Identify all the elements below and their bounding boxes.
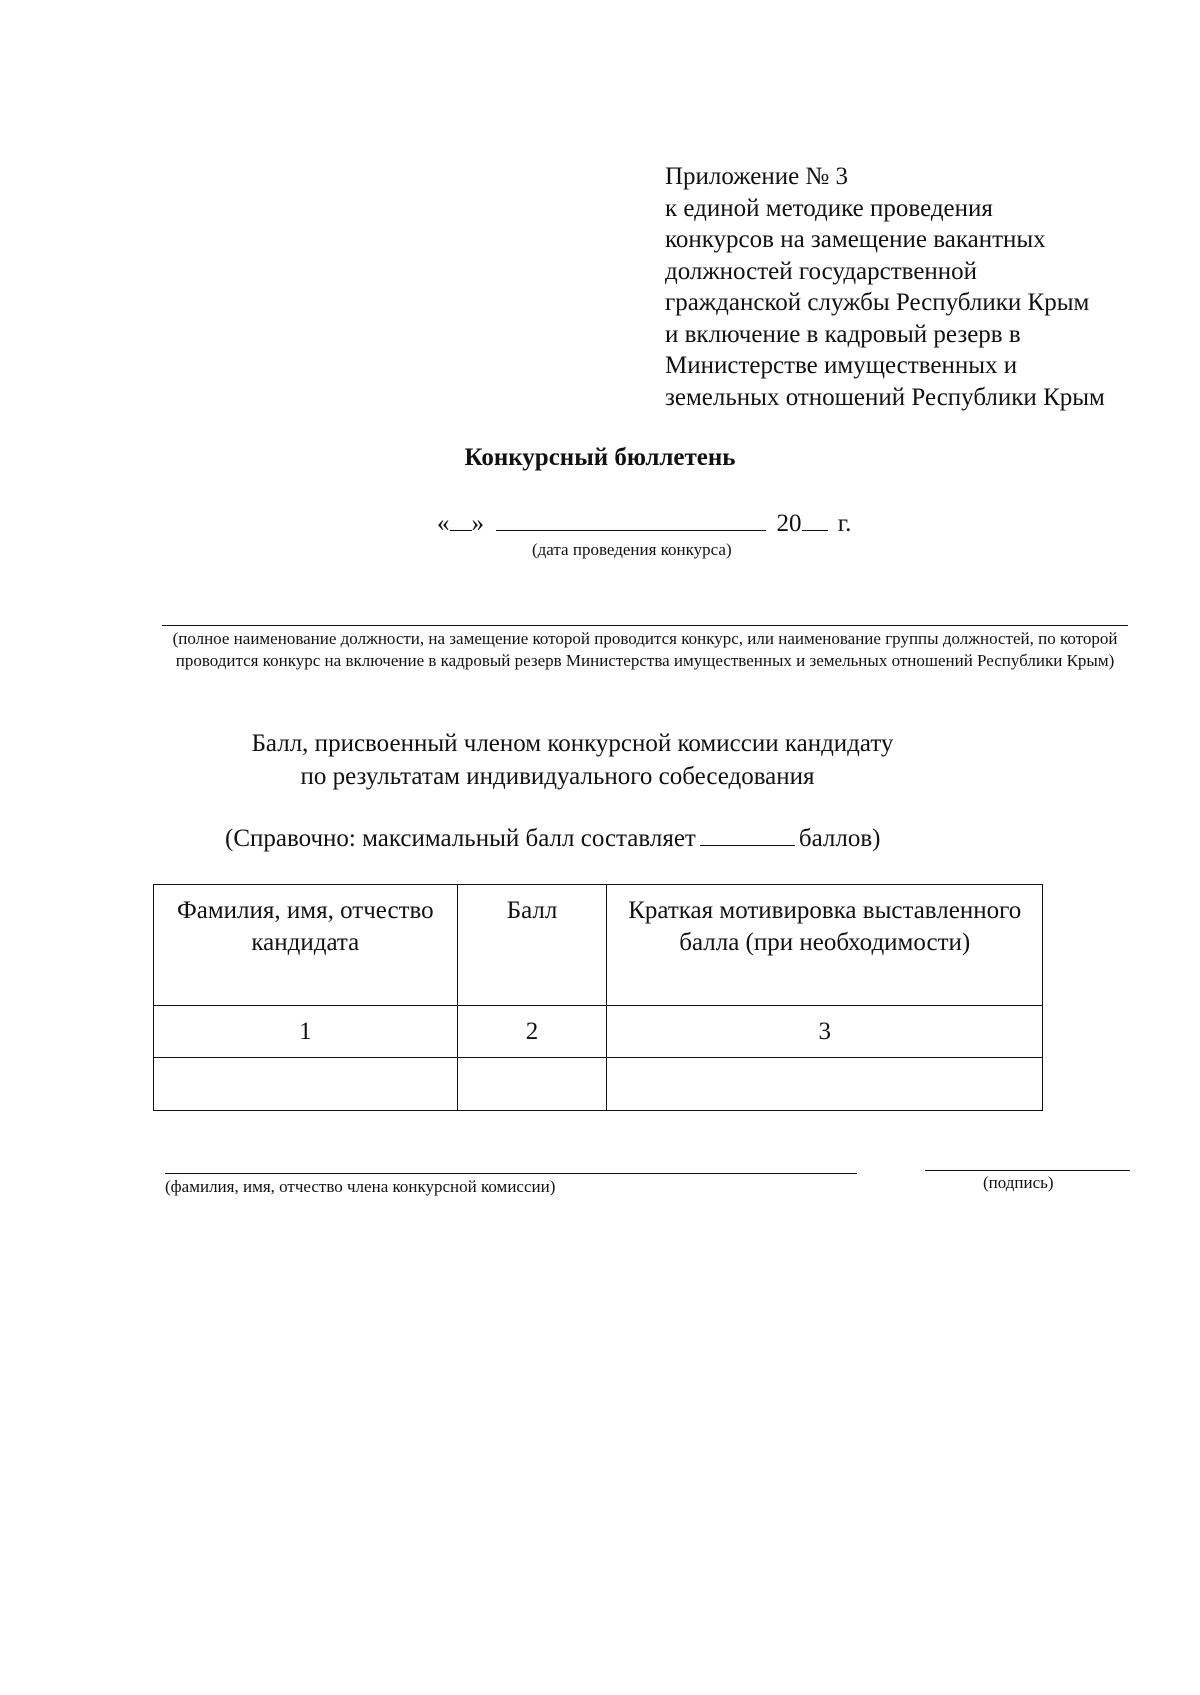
candidate-cell[interactable] <box>154 1058 458 1111</box>
signature-caption: (подпись) <box>983 1173 1054 1192</box>
appendix-line: к единой методике проведения <box>665 194 993 222</box>
appendix-line: Министерстве имущественных и <box>665 352 1018 379</box>
score-heading <box>0 727 1200 793</box>
reference-text: (Справочно: максимальный балл составляет <box>225 825 696 852</box>
position-name-blank[interactable] <box>162 625 1128 626</box>
appendix-line: конкурсов на замещение вакантных <box>665 226 1046 253</box>
column-header-candidate: Фамилия, имя, отчество кандидата <box>154 885 458 1006</box>
appendix-header <box>665 161 1165 413</box>
reference-text: баллов) <box>798 825 881 852</box>
max-score-reference <box>225 825 880 853</box>
appendix-line: земельных отношений Республики Крым <box>665 383 1105 411</box>
month-blank[interactable] <box>496 508 766 531</box>
column-number: 1 <box>154 1006 458 1058</box>
member-caption: (фамилия, имя, отчество члена конкурсной комиссии) <box>165 1177 556 1196</box>
score-cell[interactable] <box>457 1058 607 1111</box>
year-prefix: 20 <box>776 510 802 537</box>
table-number-row <box>154 1006 1043 1058</box>
reasoning-cell[interactable] <box>607 1058 1043 1111</box>
table-header-row <box>154 885 1043 1006</box>
close-quote: » <box>471 510 484 537</box>
member-name-blank[interactable] <box>165 1173 857 1174</box>
year-blank[interactable] <box>802 508 828 531</box>
column-header-score: Балл <box>457 885 607 1006</box>
signature-blank[interactable] <box>925 1170 1130 1171</box>
appendix-line: и включение в кадровый резерв в <box>665 320 1021 348</box>
year-suffix: г. <box>837 510 852 537</box>
date-caption: (дата проведения конкурса) <box>532 540 732 559</box>
day-blank[interactable] <box>450 508 472 531</box>
open-quote: « <box>437 510 450 537</box>
score-heading-line: Балл, присвоенный членом конкурсной комиссии кандидату <box>251 730 894 757</box>
appendix-line: Приложение № 3 <box>665 163 849 190</box>
document-title: Конкурсный бюллетень <box>464 444 736 471</box>
contest-date-line <box>437 508 851 538</box>
score-heading-line: по результатам индивидуального собеседования <box>300 763 815 790</box>
appendix-line: должностей государственной <box>665 257 978 285</box>
ballot-table <box>153 884 1043 1111</box>
column-number: 3 <box>607 1006 1043 1058</box>
appendix-line: гражданской службы Республики Крым <box>665 289 1090 316</box>
max-score-blank[interactable] <box>700 825 795 846</box>
table-row <box>154 1058 1043 1111</box>
column-number: 2 <box>457 1006 607 1058</box>
column-header-reasoning: Краткая мотивировка выставленного балла (при необходимости) <box>607 885 1043 1006</box>
position-caption: (полное наименование должности, на замещение которой проводится конкурс, или наименование группы должностей, по которой проводится конкурс на включение в кадровый резерв Министерства имущественных и земельных отношений Республики Крым) <box>172 629 1118 670</box>
